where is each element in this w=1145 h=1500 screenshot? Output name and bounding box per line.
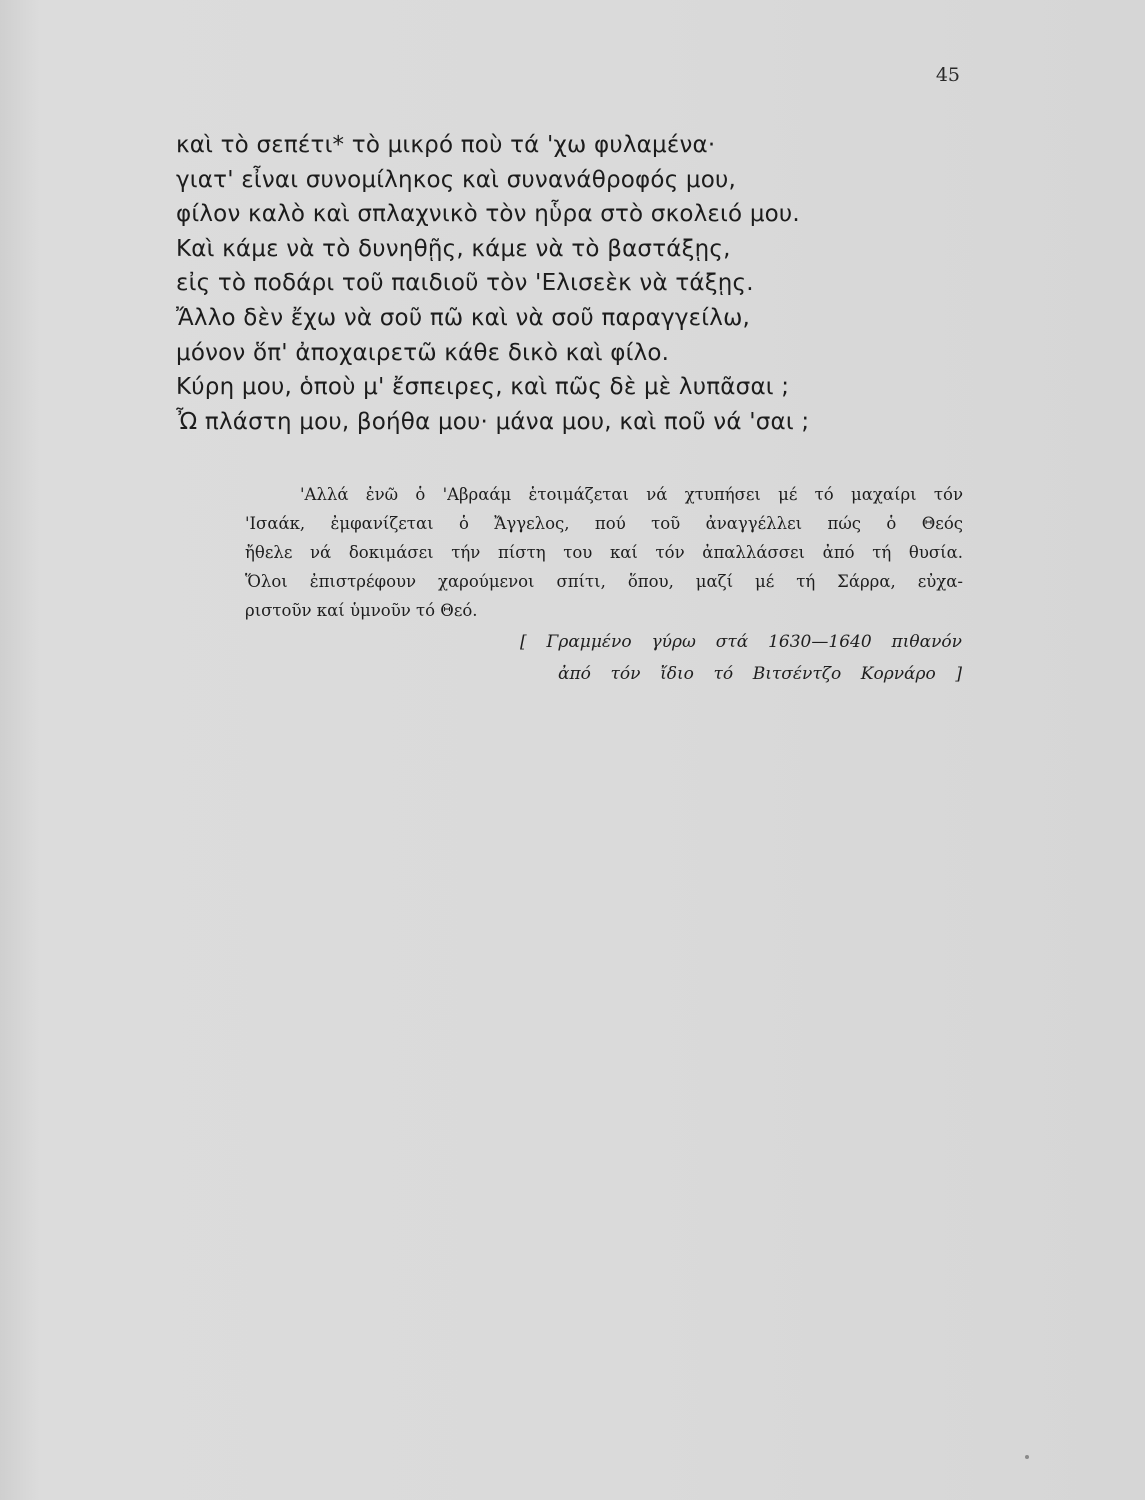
verse-line: εἰς τὸ ποδάρι τοῦ παιδιοῦ τὸν 'Ελισεὲκ νὰ τάξῃς. <box>176 270 754 297</box>
verse-line: Κύρη μου, ὁποὺ μ' ἔσπειρες, καὶ πῶς δὲ μὲ λυπᾶσαι ; <box>176 374 790 401</box>
verse-line: Καὶ κάμε νὰ τὸ δυνηθῇς, κάμε νὰ τὸ βαστάξῃς, <box>176 235 731 262</box>
paragraph-line: ἤθελε νά δοκιμάσει τήν πίστη του καί τόν ἀπαλλάσσει ἀπό τή θυσία. <box>245 543 963 562</box>
attribution-line: ἀπό τόν ἴδιο τό Βιτσέντζο Κορνάρο ] <box>558 664 962 684</box>
summary-paragraph <box>245 480 963 625</box>
poem-verses <box>176 128 956 439</box>
verse-line: Ὦ πλάστη μου, βοήθα μου· μάνα μου, καὶ ποῦ νά 'σαι ; <box>176 408 810 435</box>
verse-line: καὶ τὸ σεπέτι* τὸ μικρό ποὺ τά 'χω φυλαμένα· <box>176 132 716 158</box>
attribution-line: [ Γραμμένο γύρω στά 1630—1640 πιθανόν <box>520 632 962 652</box>
verse-line: φίλον καλὸ καὶ σπλαχνικὸ τὸν ηὗρα στὸ σκολειό μου. <box>176 201 800 228</box>
paragraph-line: 'Ισαάκ, ἐμφανίζεται ὁ Ἄγγελος, πού τοῦ ἀναγγέλλει πώς ὁ Θεός <box>245 514 963 533</box>
verse-line: Ἄλλο δὲν ἔχω νὰ σοῦ πῶ καὶ νὰ σοῦ παραγγείλω, <box>176 304 751 331</box>
paper-speck <box>1025 1455 1029 1459</box>
attribution-note <box>520 626 962 690</box>
paragraph-line: ριστοῦν καί ὑμνοῦν τό Θεό. <box>245 601 478 620</box>
verse-line: γιατ' εἶναι συνομίληκος καὶ συνανάθροφός μου, <box>176 166 737 193</box>
verse-line: μόνον ὅπ' ἀποχαιρετῶ κάθε δικὸ καὶ φίλο. <box>176 339 670 366</box>
paragraph-line: Ὅλοι ἐπιστρέφουν χαρούμενοι σπίτι, ὅπου, μαζί μέ τή Σάρρα, εὐχα- <box>245 572 963 591</box>
paragraph-line: 'Αλλά ἐνῶ ὁ 'Αβραάμ ἑτοιμάζεται νά χτυπήσει μέ τό μαχαίρι τόν <box>300 485 963 504</box>
page-number: 45 <box>935 64 960 86</box>
